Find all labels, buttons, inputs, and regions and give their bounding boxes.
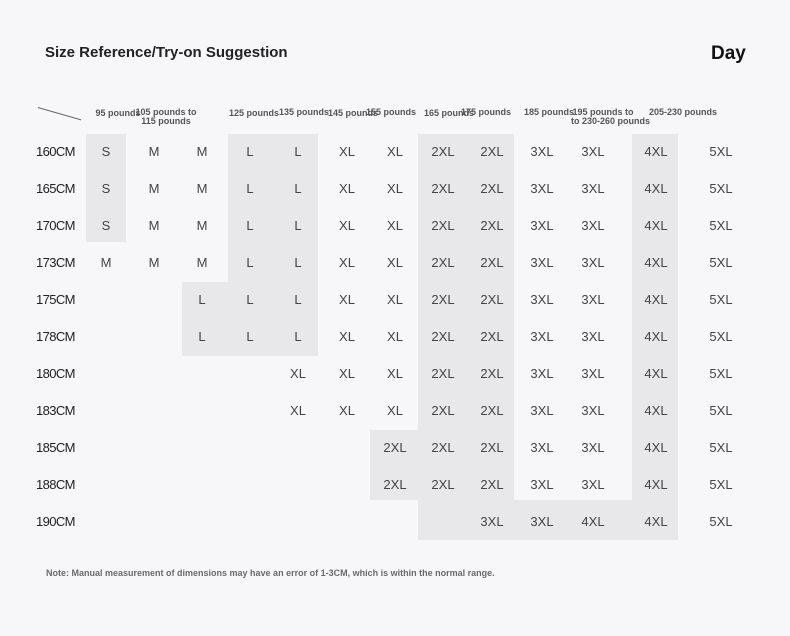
size-cell: 3XL [530,403,554,418]
size-cell: 4XL [644,144,668,159]
size-cell: M [196,218,208,233]
size-cell: 4XL [644,255,668,270]
size-cell: 3XL [581,329,605,344]
height-label: 173CM [36,255,75,270]
size-cell: 2XL [480,477,504,492]
size-cell: XL [290,403,306,418]
size-cell: 2XL [480,403,504,418]
size-cell: 2XL [480,181,504,196]
shade-block-1 [228,134,318,356]
size-cell: L [246,218,254,233]
height-label: 188CM [36,477,75,492]
size-cell: 4XL [644,514,668,529]
size-cell: 3XL [581,292,605,307]
size-cell: 2XL [480,255,504,270]
size-cell: 4XL [644,366,668,381]
size-cell: 2XL [480,292,504,307]
size-cell: XL [339,292,355,307]
size-cell: 3XL [581,181,605,196]
brand-logo: Day [711,43,746,64]
weight-header-9: 195 pounds to to 230-260 pounds [571,107,651,126]
size-cell: S [101,181,111,196]
size-cell: XL [339,329,355,344]
size-cell: M [148,255,160,270]
size-cell: XL [387,329,403,344]
size-cell: L [246,255,254,270]
weight-header-6: 165 pounds [424,108,475,118]
size-cell: XL [339,218,355,233]
size-cell: 2XL [431,440,455,455]
size-cell: XL [387,366,403,381]
size-cell: 5XL [709,181,733,196]
size-cell: 4XL [644,477,668,492]
size-cell: L [246,292,254,307]
size-cell: 3XL [581,255,605,270]
size-cell: XL [339,366,355,381]
height-label: 183CM [36,403,75,418]
size-cell: 3XL [530,144,554,159]
size-cell: 5XL [709,144,733,159]
size-cell: 2XL [431,255,455,270]
height-label: 178CM [36,329,75,344]
size-cell: 3XL [480,514,504,529]
size-cell: M [148,144,160,159]
size-cell: 5XL [709,514,733,529]
size-cell: 3XL [530,440,554,455]
size-cell: 4XL [644,181,668,196]
size-cell: XL [387,255,403,270]
size-cell: 2XL [383,440,407,455]
size-cell: 3XL [530,255,554,270]
size-cell: 3XL [530,329,554,344]
size-cell: L [294,218,302,233]
size-cell: 2XL [480,144,504,159]
size-cell: L [294,292,302,307]
size-cell: 5XL [709,403,733,418]
size-cell: XL [339,403,355,418]
size-cell: L [198,329,206,344]
weight-header-2: 125 pounds [228,108,279,118]
page-title: Size Reference/Try-on Suggestion [45,44,288,61]
size-cell: 3XL [530,366,554,381]
size-cell: XL [387,292,403,307]
size-cell: 2XL [431,477,455,492]
weight-header-5: 155 pounds [365,107,416,117]
size-cell: 5XL [709,329,733,344]
weight-header-7: 175 pounds [460,107,511,117]
height-label: 190CM [36,514,75,529]
size-cell: 2XL [480,440,504,455]
size-cell: XL [387,181,403,196]
height-label: 165CM [36,181,75,196]
size-cell: 3XL [581,477,605,492]
height-label: 185CM [36,440,75,455]
size-cell: L [246,144,254,159]
size-cell: M [196,255,208,270]
size-cell: XL [387,218,403,233]
measurement-note: Note: Manual measurement of dimensions may have an error of 1-3CM, which is within the normal range. [46,568,495,578]
size-cell: L [198,292,206,307]
size-cell: 4XL [644,403,668,418]
size-cell: XL [339,181,355,196]
height-label: 160CM [36,144,75,159]
weight-header-4: 145 pounds [328,108,379,118]
size-cell: L [294,144,302,159]
size-cell: 3XL [530,181,554,196]
size-cell: 3XL [581,440,605,455]
size-cell: 5XL [709,292,733,307]
size-cell: 5XL [709,255,733,270]
size-cell: 3XL [581,144,605,159]
size-cell: L [294,329,302,344]
size-cell: M [196,181,208,196]
size-cell: XL [387,144,403,159]
height-label: 180CM [36,366,75,381]
size-cell: XL [339,144,355,159]
size-cell: M [148,181,160,196]
size-cell: M [148,218,160,233]
size-cell: 4XL [644,218,668,233]
weight-header-1: 105 pounds to 115 pounds [135,107,197,126]
size-cell: XL [290,366,306,381]
size-cell: L [246,181,254,196]
size-cell: 3XL [581,366,605,381]
size-cell: 5XL [709,440,733,455]
size-cell: 3XL [530,477,554,492]
size-cell: 2XL [431,366,455,381]
size-cell: S [101,218,111,233]
size-cell: XL [339,255,355,270]
size-cell: XL [387,403,403,418]
height-label: 175CM [36,292,75,307]
size-cell: 3XL [581,403,605,418]
size-cell: M [196,144,208,159]
size-cell: 2XL [383,477,407,492]
size-cell: 4XL [644,292,668,307]
weight-header-3: 135 pounds [278,107,329,117]
weight-header-10: 205-230 pounds [648,107,718,117]
size-cell: 2XL [480,218,504,233]
size-cell: 5XL [709,477,733,492]
size-cell: 2XL [431,181,455,196]
size-cell: L [246,329,254,344]
weight-header-8: 185 pounds [523,107,574,117]
size-cell: 5XL [709,218,733,233]
size-cell: L [294,255,302,270]
size-cell: 4XL [644,329,668,344]
size-cell: 3XL [530,292,554,307]
size-cell: 2XL [431,329,455,344]
size-cell: 5XL [709,366,733,381]
size-cell: 3XL [530,514,554,529]
size-cell: 3XL [530,218,554,233]
size-cell: 2XL [480,329,504,344]
size-cell: 2XL [431,144,455,159]
size-cell: M [100,255,112,270]
size-cell: 2XL [431,292,455,307]
size-cell: 3XL [581,218,605,233]
height-label: 170CM [36,218,75,233]
size-cell: L [294,181,302,196]
corner-divider [38,107,82,120]
size-cell: S [101,144,111,159]
size-cell: 4XL [644,440,668,455]
size-cell: 2XL [431,218,455,233]
size-cell: 4XL [581,514,605,529]
size-cell: 2XL [480,366,504,381]
weight-header-0: 95 pounds [95,108,141,118]
size-cell: 2XL [431,403,455,418]
